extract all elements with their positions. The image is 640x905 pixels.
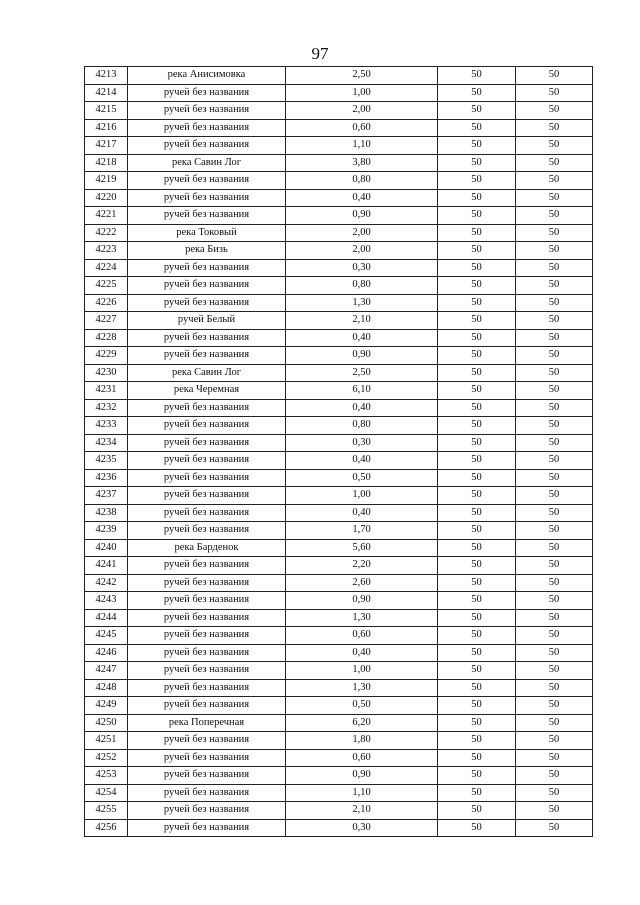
length-cell: 1,80 <box>286 732 438 750</box>
zone-cell: 50 <box>438 137 516 155</box>
row-number-cell: 4233 <box>85 417 128 435</box>
belt-cell: 50 <box>516 189 593 207</box>
belt-cell: 50 <box>516 84 593 102</box>
name-cell: река Анисимовка <box>128 67 286 85</box>
row-number-cell: 4221 <box>85 207 128 225</box>
belt-cell: 50 <box>516 102 593 120</box>
belt-cell: 50 <box>516 172 593 190</box>
name-cell: ручей без названия <box>128 784 286 802</box>
name-cell: ручей без названия <box>128 574 286 592</box>
zone-cell: 50 <box>438 767 516 785</box>
name-cell: ручей без названия <box>128 592 286 610</box>
length-cell: 2,00 <box>286 224 438 242</box>
belt-cell: 50 <box>516 714 593 732</box>
name-cell: ручей без названия <box>128 609 286 627</box>
row-number-cell: 4216 <box>85 119 128 137</box>
name-cell: ручей Белый <box>128 312 286 330</box>
row-number-cell: 4213 <box>85 67 128 85</box>
table-row <box>85 644 593 662</box>
name-cell: ручей без названия <box>128 399 286 417</box>
table-row <box>85 574 593 592</box>
table-row <box>85 749 593 767</box>
zone-cell: 50 <box>438 574 516 592</box>
row-number-cell: 4246 <box>85 644 128 662</box>
name-cell: ручей без названия <box>128 522 286 540</box>
length-cell: 0,90 <box>286 767 438 785</box>
table-row <box>85 592 593 610</box>
row-number-cell: 4226 <box>85 294 128 312</box>
zone-cell: 50 <box>438 819 516 837</box>
table-row <box>85 154 593 172</box>
row-number-cell: 4219 <box>85 172 128 190</box>
zone-cell: 50 <box>438 539 516 557</box>
zone-cell: 50 <box>438 522 516 540</box>
zone-cell: 50 <box>438 154 516 172</box>
table-row <box>85 382 593 400</box>
row-number-cell: 4231 <box>85 382 128 400</box>
row-number-cell: 4244 <box>85 609 128 627</box>
belt-cell: 50 <box>516 312 593 330</box>
belt-cell: 50 <box>516 119 593 137</box>
belt-cell: 50 <box>516 417 593 435</box>
table-row <box>85 662 593 680</box>
length-cell: 2,00 <box>286 102 438 120</box>
table-row <box>85 329 593 347</box>
belt-cell: 50 <box>516 487 593 505</box>
zone-cell: 50 <box>438 609 516 627</box>
length-cell: 2,50 <box>286 364 438 382</box>
length-cell: 0,40 <box>286 644 438 662</box>
row-number-cell: 4250 <box>85 714 128 732</box>
name-cell: ручей без названия <box>128 469 286 487</box>
page-number: 97 <box>311 44 329 63</box>
row-number-cell: 4254 <box>85 784 128 802</box>
row-number-cell: 4217 <box>85 137 128 155</box>
water-bodies-table <box>84 66 593 837</box>
name-cell: ручей без названия <box>128 277 286 295</box>
table-row <box>85 487 593 505</box>
zone-cell: 50 <box>438 347 516 365</box>
table-row <box>85 539 593 557</box>
zone-cell: 50 <box>438 662 516 680</box>
row-number-cell: 4234 <box>85 434 128 452</box>
table-row <box>85 189 593 207</box>
zone-cell: 50 <box>438 84 516 102</box>
zone-cell: 50 <box>438 592 516 610</box>
name-cell: река Барденок <box>128 539 286 557</box>
row-number-cell: 4256 <box>85 819 128 837</box>
row-number-cell: 4237 <box>85 487 128 505</box>
zone-cell: 50 <box>438 627 516 645</box>
table-row <box>85 242 593 260</box>
zone-cell: 50 <box>438 207 516 225</box>
row-number-cell: 4225 <box>85 277 128 295</box>
name-cell: ручей без названия <box>128 557 286 575</box>
belt-cell: 50 <box>516 67 593 85</box>
length-cell: 0,60 <box>286 749 438 767</box>
row-number-cell: 4232 <box>85 399 128 417</box>
length-cell: 1,00 <box>286 84 438 102</box>
table-row <box>85 224 593 242</box>
length-cell: 0,40 <box>286 399 438 417</box>
belt-cell: 50 <box>516 539 593 557</box>
belt-cell: 50 <box>516 207 593 225</box>
table-row <box>85 364 593 382</box>
length-cell: 6,10 <box>286 382 438 400</box>
belt-cell: 50 <box>516 627 593 645</box>
belt-cell: 50 <box>516 732 593 750</box>
table-row <box>85 679 593 697</box>
name-cell: ручей без названия <box>128 662 286 680</box>
zone-cell: 50 <box>438 189 516 207</box>
length-cell: 1,30 <box>286 294 438 312</box>
table-row <box>85 119 593 137</box>
table-row <box>85 557 593 575</box>
length-cell: 0,90 <box>286 347 438 365</box>
length-cell: 1,30 <box>286 679 438 697</box>
name-cell: ручей без названия <box>128 102 286 120</box>
name-cell: ручей без названия <box>128 504 286 522</box>
name-cell: ручей без названия <box>128 732 286 750</box>
zone-cell: 50 <box>438 697 516 715</box>
row-number-cell: 4227 <box>85 312 128 330</box>
table-row <box>85 347 593 365</box>
belt-cell: 50 <box>516 679 593 697</box>
row-number-cell: 4235 <box>85 452 128 470</box>
table-body <box>85 67 593 837</box>
table-row <box>85 767 593 785</box>
length-cell: 0,30 <box>286 259 438 277</box>
table-row <box>85 819 593 837</box>
length-cell: 0,60 <box>286 119 438 137</box>
belt-cell: 50 <box>516 767 593 785</box>
length-cell: 1,10 <box>286 137 438 155</box>
length-cell: 0,40 <box>286 189 438 207</box>
belt-cell: 50 <box>516 697 593 715</box>
zone-cell: 50 <box>438 294 516 312</box>
length-cell: 0,40 <box>286 504 438 522</box>
zone-cell: 50 <box>438 417 516 435</box>
name-cell: ручей без названия <box>128 749 286 767</box>
belt-cell: 50 <box>516 452 593 470</box>
name-cell: ручей без названия <box>128 802 286 820</box>
name-cell: река Савин Лог <box>128 154 286 172</box>
name-cell: ручей без названия <box>128 207 286 225</box>
length-cell: 0,80 <box>286 417 438 435</box>
name-cell: река Токовый <box>128 224 286 242</box>
name-cell: ручей без названия <box>128 119 286 137</box>
belt-cell: 50 <box>516 294 593 312</box>
zone-cell: 50 <box>438 329 516 347</box>
length-cell: 2,00 <box>286 242 438 260</box>
table-row <box>85 102 593 120</box>
belt-cell: 50 <box>516 364 593 382</box>
belt-cell: 50 <box>516 277 593 295</box>
length-cell: 0,80 <box>286 277 438 295</box>
table-row <box>85 417 593 435</box>
name-cell: ручей без названия <box>128 767 286 785</box>
belt-cell: 50 <box>516 224 593 242</box>
zone-cell: 50 <box>438 802 516 820</box>
name-cell: ручей без названия <box>128 819 286 837</box>
zone-cell: 50 <box>438 224 516 242</box>
length-cell: 0,50 <box>286 469 438 487</box>
belt-cell: 50 <box>516 819 593 837</box>
zone-cell: 50 <box>438 749 516 767</box>
name-cell: ручей без названия <box>128 679 286 697</box>
length-cell: 0,90 <box>286 592 438 610</box>
belt-cell: 50 <box>516 592 593 610</box>
table-row <box>85 627 593 645</box>
zone-cell: 50 <box>438 382 516 400</box>
name-cell: ручей без названия <box>128 487 286 505</box>
length-cell: 2,10 <box>286 312 438 330</box>
zone-cell: 50 <box>438 277 516 295</box>
row-number-cell: 4249 <box>85 697 128 715</box>
belt-cell: 50 <box>516 802 593 820</box>
row-number-cell: 4238 <box>85 504 128 522</box>
length-cell: 6,20 <box>286 714 438 732</box>
belt-cell: 50 <box>516 242 593 260</box>
length-cell: 0,40 <box>286 452 438 470</box>
table-row <box>85 522 593 540</box>
length-cell: 0,60 <box>286 627 438 645</box>
zone-cell: 50 <box>438 242 516 260</box>
length-cell: 1,70 <box>286 522 438 540</box>
name-cell: ручей без названия <box>128 347 286 365</box>
table-row <box>85 84 593 102</box>
name-cell: река Бизь <box>128 242 286 260</box>
table-row <box>85 312 593 330</box>
row-number-cell: 4228 <box>85 329 128 347</box>
zone-cell: 50 <box>438 67 516 85</box>
row-number-cell: 4239 <box>85 522 128 540</box>
table-row <box>85 172 593 190</box>
row-number-cell: 4224 <box>85 259 128 277</box>
name-cell: ручей без названия <box>128 434 286 452</box>
length-cell: 1,30 <box>286 609 438 627</box>
name-cell: река Черемная <box>128 382 286 400</box>
table-row <box>85 802 593 820</box>
row-number-cell: 4240 <box>85 539 128 557</box>
row-number-cell: 4218 <box>85 154 128 172</box>
name-cell: река Поперечная <box>128 714 286 732</box>
row-number-cell: 4253 <box>85 767 128 785</box>
name-cell: ручей без названия <box>128 644 286 662</box>
length-cell: 3,80 <box>286 154 438 172</box>
zone-cell: 50 <box>438 364 516 382</box>
zone-cell: 50 <box>438 557 516 575</box>
length-cell: 2,20 <box>286 557 438 575</box>
table-row <box>85 714 593 732</box>
length-cell: 2,60 <box>286 574 438 592</box>
length-cell: 5,60 <box>286 539 438 557</box>
row-number-cell: 4242 <box>85 574 128 592</box>
belt-cell: 50 <box>516 259 593 277</box>
length-cell: 1,00 <box>286 662 438 680</box>
table-row <box>85 207 593 225</box>
row-number-cell: 4245 <box>85 627 128 645</box>
table-row <box>85 294 593 312</box>
zone-cell: 50 <box>438 399 516 417</box>
row-number-cell: 4236 <box>85 469 128 487</box>
belt-cell: 50 <box>516 329 593 347</box>
table-row <box>85 67 593 85</box>
length-cell: 0,40 <box>286 329 438 347</box>
belt-cell: 50 <box>516 784 593 802</box>
row-number-cell: 4230 <box>85 364 128 382</box>
table-row <box>85 259 593 277</box>
table-row <box>85 469 593 487</box>
table-row <box>85 784 593 802</box>
name-cell: ручей без названия <box>128 259 286 277</box>
name-cell: ручей без названия <box>128 329 286 347</box>
row-number-cell: 4247 <box>85 662 128 680</box>
table-row <box>85 277 593 295</box>
length-cell: 1,10 <box>286 784 438 802</box>
row-number-cell: 4214 <box>85 84 128 102</box>
table-row <box>85 399 593 417</box>
zone-cell: 50 <box>438 259 516 277</box>
belt-cell: 50 <box>516 644 593 662</box>
row-number-cell: 4248 <box>85 679 128 697</box>
belt-cell: 50 <box>516 382 593 400</box>
name-cell: ручей без названия <box>128 189 286 207</box>
table-row <box>85 504 593 522</box>
zone-cell: 50 <box>438 487 516 505</box>
row-number-cell: 4229 <box>85 347 128 365</box>
length-cell: 0,30 <box>286 819 438 837</box>
belt-cell: 50 <box>516 469 593 487</box>
name-cell: ручей без названия <box>128 417 286 435</box>
table-row <box>85 137 593 155</box>
row-number-cell: 4223 <box>85 242 128 260</box>
zone-cell: 50 <box>438 452 516 470</box>
zone-cell: 50 <box>438 434 516 452</box>
name-cell: ручей без названия <box>128 137 286 155</box>
table-row <box>85 452 593 470</box>
belt-cell: 50 <box>516 522 593 540</box>
belt-cell: 50 <box>516 749 593 767</box>
name-cell: ручей без названия <box>128 84 286 102</box>
name-cell: ручей без названия <box>128 172 286 190</box>
belt-cell: 50 <box>516 399 593 417</box>
length-cell: 2,50 <box>286 67 438 85</box>
length-cell: 0,80 <box>286 172 438 190</box>
zone-cell: 50 <box>438 679 516 697</box>
belt-cell: 50 <box>516 434 593 452</box>
length-cell: 0,30 <box>286 434 438 452</box>
belt-cell: 50 <box>516 504 593 522</box>
zone-cell: 50 <box>438 172 516 190</box>
zone-cell: 50 <box>438 469 516 487</box>
zone-cell: 50 <box>438 312 516 330</box>
name-cell: ручей без названия <box>128 627 286 645</box>
row-number-cell: 4251 <box>85 732 128 750</box>
zone-cell: 50 <box>438 732 516 750</box>
table-row <box>85 609 593 627</box>
belt-cell: 50 <box>516 574 593 592</box>
length-cell: 2,10 <box>286 802 438 820</box>
table-row <box>85 732 593 750</box>
belt-cell: 50 <box>516 609 593 627</box>
row-number-cell: 4222 <box>85 224 128 242</box>
name-cell: ручей без названия <box>128 697 286 715</box>
length-cell: 0,50 <box>286 697 438 715</box>
table-row <box>85 697 593 715</box>
zone-cell: 50 <box>438 102 516 120</box>
length-cell: 1,00 <box>286 487 438 505</box>
row-number-cell: 4243 <box>85 592 128 610</box>
row-number-cell: 4215 <box>85 102 128 120</box>
belt-cell: 50 <box>516 662 593 680</box>
table-row <box>85 434 593 452</box>
name-cell: река Савин Лог <box>128 364 286 382</box>
zone-cell: 50 <box>438 119 516 137</box>
name-cell: ручей без названия <box>128 452 286 470</box>
length-cell: 0,90 <box>286 207 438 225</box>
name-cell: ручей без названия <box>128 294 286 312</box>
row-number-cell: 4241 <box>85 557 128 575</box>
zone-cell: 50 <box>438 504 516 522</box>
zone-cell: 50 <box>438 784 516 802</box>
zone-cell: 50 <box>438 714 516 732</box>
row-number-cell: 4220 <box>85 189 128 207</box>
belt-cell: 50 <box>516 347 593 365</box>
belt-cell: 50 <box>516 137 593 155</box>
row-number-cell: 4252 <box>85 749 128 767</box>
belt-cell: 50 <box>516 557 593 575</box>
zone-cell: 50 <box>438 644 516 662</box>
belt-cell: 50 <box>516 154 593 172</box>
row-number-cell: 4255 <box>85 802 128 820</box>
